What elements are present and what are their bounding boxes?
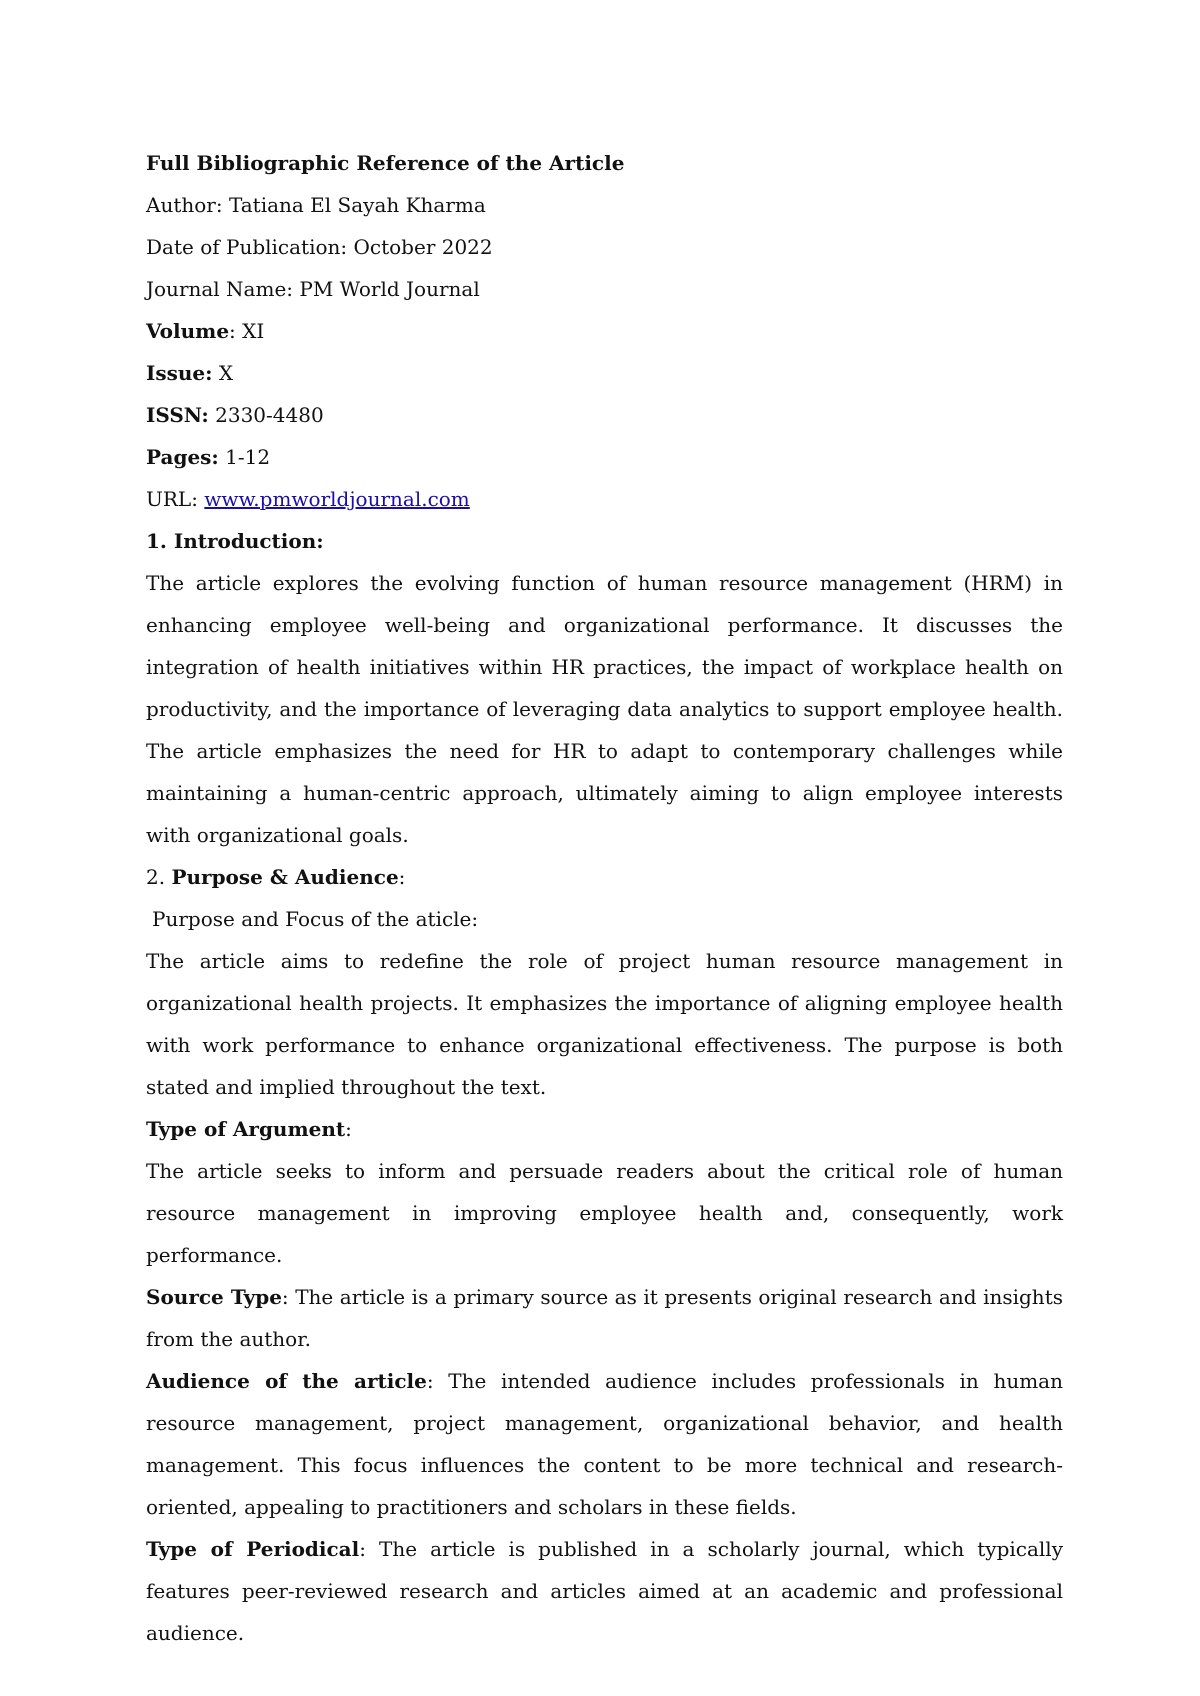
reference-heading: Full Bibliographic Reference of the Article	[146, 151, 625, 175]
volume-label: Volume	[146, 319, 230, 343]
pages-value: 1-12	[218, 445, 271, 469]
volume-value: : XI	[229, 319, 265, 343]
periodical-label: Type of Periodical	[146, 1537, 360, 1561]
purpose-colon: :	[398, 865, 406, 889]
introduction-body: The article explores the evolving function of human resource management (HRM) in enhancing employee well-being and organizational performance. It discusses the integration of health initiatives within HR practices, the impact of workplace health on productivity, and the importance of leveraging data analytics to support employee health. The article emphasizes the need for HR to adapt to contemporary challenges while maintaining a human-centric approach, ultimately aiming to align employee interests with organizational goals.	[146, 571, 1063, 847]
argument-heading-line	[146, 1108, 1063, 1150]
source-type-label: Source Type	[146, 1285, 282, 1309]
author-line: Author: Tatiana El Sayah Kharma	[146, 193, 486, 217]
argument-colon: :	[345, 1117, 352, 1141]
issue-label: Issue:	[146, 361, 213, 385]
url-line	[146, 478, 1063, 520]
journal-line: Journal Name: PM World Journal	[146, 277, 480, 301]
issn-line	[146, 394, 1063, 436]
purpose-subheading: Purpose and Focus of the aticle:	[152, 907, 479, 931]
volume-line	[146, 310, 1063, 352]
date-line: Date of Publication: October 2022	[146, 235, 493, 259]
pages-line	[146, 436, 1063, 478]
pages-label: Pages:	[146, 445, 219, 469]
purpose-number: 2.	[146, 865, 172, 889]
periodical-body: : The article is published in a scholarly journal, which typically features peer-reviewed research and articles aimed at an academic and professional audience.	[146, 1537, 1063, 1645]
argument-label: Type of Argument	[146, 1117, 346, 1141]
source-type-body: : The article is a primary source as it presents original research and insights from the author.	[146, 1285, 1063, 1351]
purpose-body: The article aims to redefine the role of project human resource management in organizational health projects. It emphasizes the importance of aligning employee health with work performance to enhance organizational effectiveness. The purpose is both stated and implied throughout the text.	[146, 949, 1063, 1099]
issue-value: X	[212, 361, 234, 385]
issn-value: 2330-4480	[208, 403, 324, 427]
purpose-heading-line	[146, 856, 1063, 898]
url-label: URL:	[146, 487, 205, 511]
audience-label: Audience of the article	[146, 1369, 427, 1393]
issn-label: ISSN:	[146, 403, 209, 427]
document-page	[146, 142, 1063, 1654]
purpose-heading: Purpose & Audience	[171, 865, 399, 889]
introduction-heading: 1. Introduction:	[146, 529, 324, 553]
audience-body: : The intended audience includes professionals in human resource management, project management, organizational behavior, and health management. This focus influences the content to be more technical and research-oriented, appealing to practitioners and scholars in these fields.	[146, 1369, 1063, 1519]
argument-body: The article seeks to inform and persuade readers about the critical role of human resource management in improving employee health and, consequently, work performance.	[146, 1159, 1063, 1267]
journal-url-link[interactable]: www.pmworldjournal.com	[204, 487, 470, 511]
audience-paragraph	[146, 1360, 1063, 1528]
source-type-paragraph	[146, 1276, 1063, 1360]
periodical-paragraph	[146, 1528, 1063, 1654]
issue-line	[146, 352, 1063, 394]
